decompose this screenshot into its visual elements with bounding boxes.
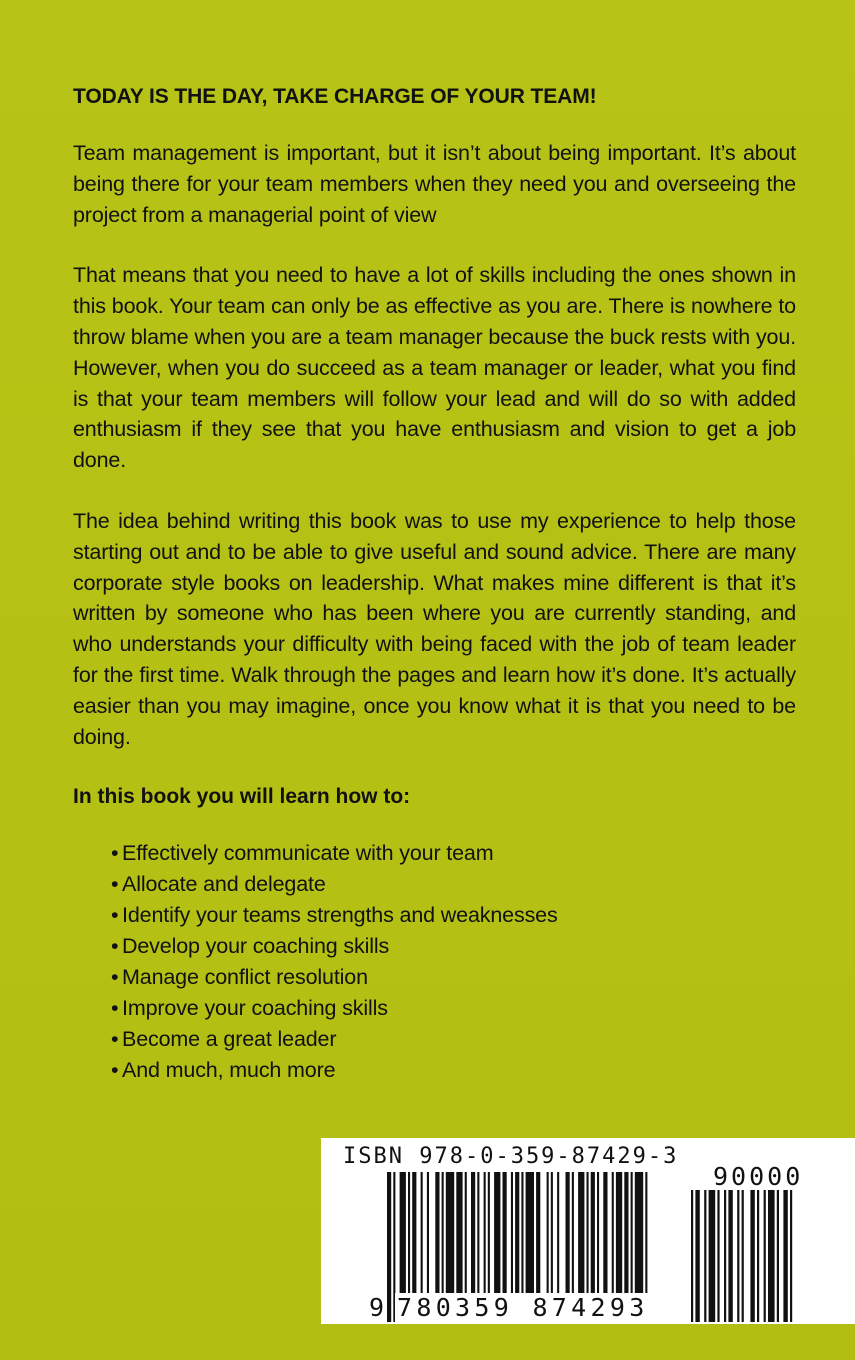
list-item: [111, 993, 796, 1024]
barcode-bar: [750, 1190, 754, 1322]
list-item-text: Identify your teams strengths and weaknesses: [122, 903, 558, 928]
barcode-bar: [387, 1172, 391, 1322]
barcode-bar: [709, 1190, 716, 1322]
cover-text: [73, 82, 796, 1086]
paragraph-2: That means that you need to have a lot of skills including the ones shown in this book. Your team can only be as effective as you are. There is nowhere to throw blame when you are a team manager because the buck rests with you. However, when you do succeed as a team manager or leader, what you find is that your team members will follow your lead and will do so with added enthusiasm if they see that you have enthusiasm and vision to get a job done.: [73, 263, 796, 473]
price-code: 90000: [713, 1162, 804, 1191]
barcode-bar: [790, 1190, 792, 1322]
barcode-bar: [728, 1190, 732, 1322]
barcode-bar: [717, 1190, 719, 1322]
list-item-text: Become a great leader: [122, 1026, 337, 1051]
list-item: [111, 962, 796, 993]
barcode-bar: [724, 1190, 726, 1322]
list-item-text: And much, much more: [122, 1057, 336, 1082]
barcode-bar: [742, 1190, 744, 1322]
barcode-bar: [695, 1190, 699, 1322]
isbn-barcode: [321, 1138, 855, 1324]
barcode-lead-digit: 9: [369, 1293, 385, 1322]
bullet-icon: •: [111, 934, 119, 959]
list-item: [111, 1055, 796, 1086]
barcode-bar: [768, 1190, 775, 1322]
isbn-label: ISBN 978-0-359-87429-3: [343, 1144, 679, 1169]
list-item-text: Improve your coaching skills: [122, 995, 388, 1020]
list-item: [111, 1024, 796, 1055]
bullet-icon: •: [111, 1026, 119, 1051]
barcode-bar: [783, 1190, 787, 1322]
barcode-bar: [757, 1190, 759, 1322]
list-item: [111, 838, 796, 869]
barcode-bar: [777, 1190, 779, 1322]
bullet-icon: •: [111, 964, 119, 989]
bullet-icon: •: [111, 841, 119, 866]
paragraph-3: The idea behind writing this book was to use my experience to help those starting out and to be able to give useful and sound advice. There are many corporate style books on leadership. What makes mine different is that it’s written by someone who has been where you are currently standing, and who understands your difficulty with being faced with the job of team leader for the first time. Walk through the pages and learn how it’s done. It’s actually easier than you may imagine, once you know what it is that you need to be doing.: [73, 508, 796, 749]
list-item-text: Manage conflict resolution: [122, 964, 368, 989]
learning-list: [73, 838, 796, 1085]
list-item-text: Allocate and delegate: [122, 872, 326, 897]
list-item-text: Effectively communicate with your team: [122, 841, 494, 866]
list-item: [111, 931, 796, 962]
list-item: [111, 900, 796, 931]
list-item: [111, 869, 796, 900]
bullet-icon: •: [111, 1057, 119, 1082]
paragraph-1: Team management is important, but it isn’t about being important. It’s about being there for your team members when they need you and overseeing the project from a managerial point of view: [73, 141, 796, 227]
bullet-icon: •: [111, 903, 119, 928]
barcode-bar: [704, 1190, 706, 1322]
bullet-icon: •: [111, 872, 119, 897]
list-item-text: Develop your coaching skills: [122, 934, 390, 959]
barcode-digits: 780359 874293: [397, 1293, 649, 1322]
barcode-bar: [691, 1190, 693, 1322]
bullet-icon: •: [111, 995, 119, 1020]
barcode-bar: [764, 1190, 766, 1322]
learn-heading: In this book you will learn how to:: [73, 785, 411, 809]
headline: TODAY IS THE DAY, TAKE CHARGE OF YOUR TEAM!: [73, 85, 597, 108]
barcode-bar: [737, 1190, 739, 1322]
